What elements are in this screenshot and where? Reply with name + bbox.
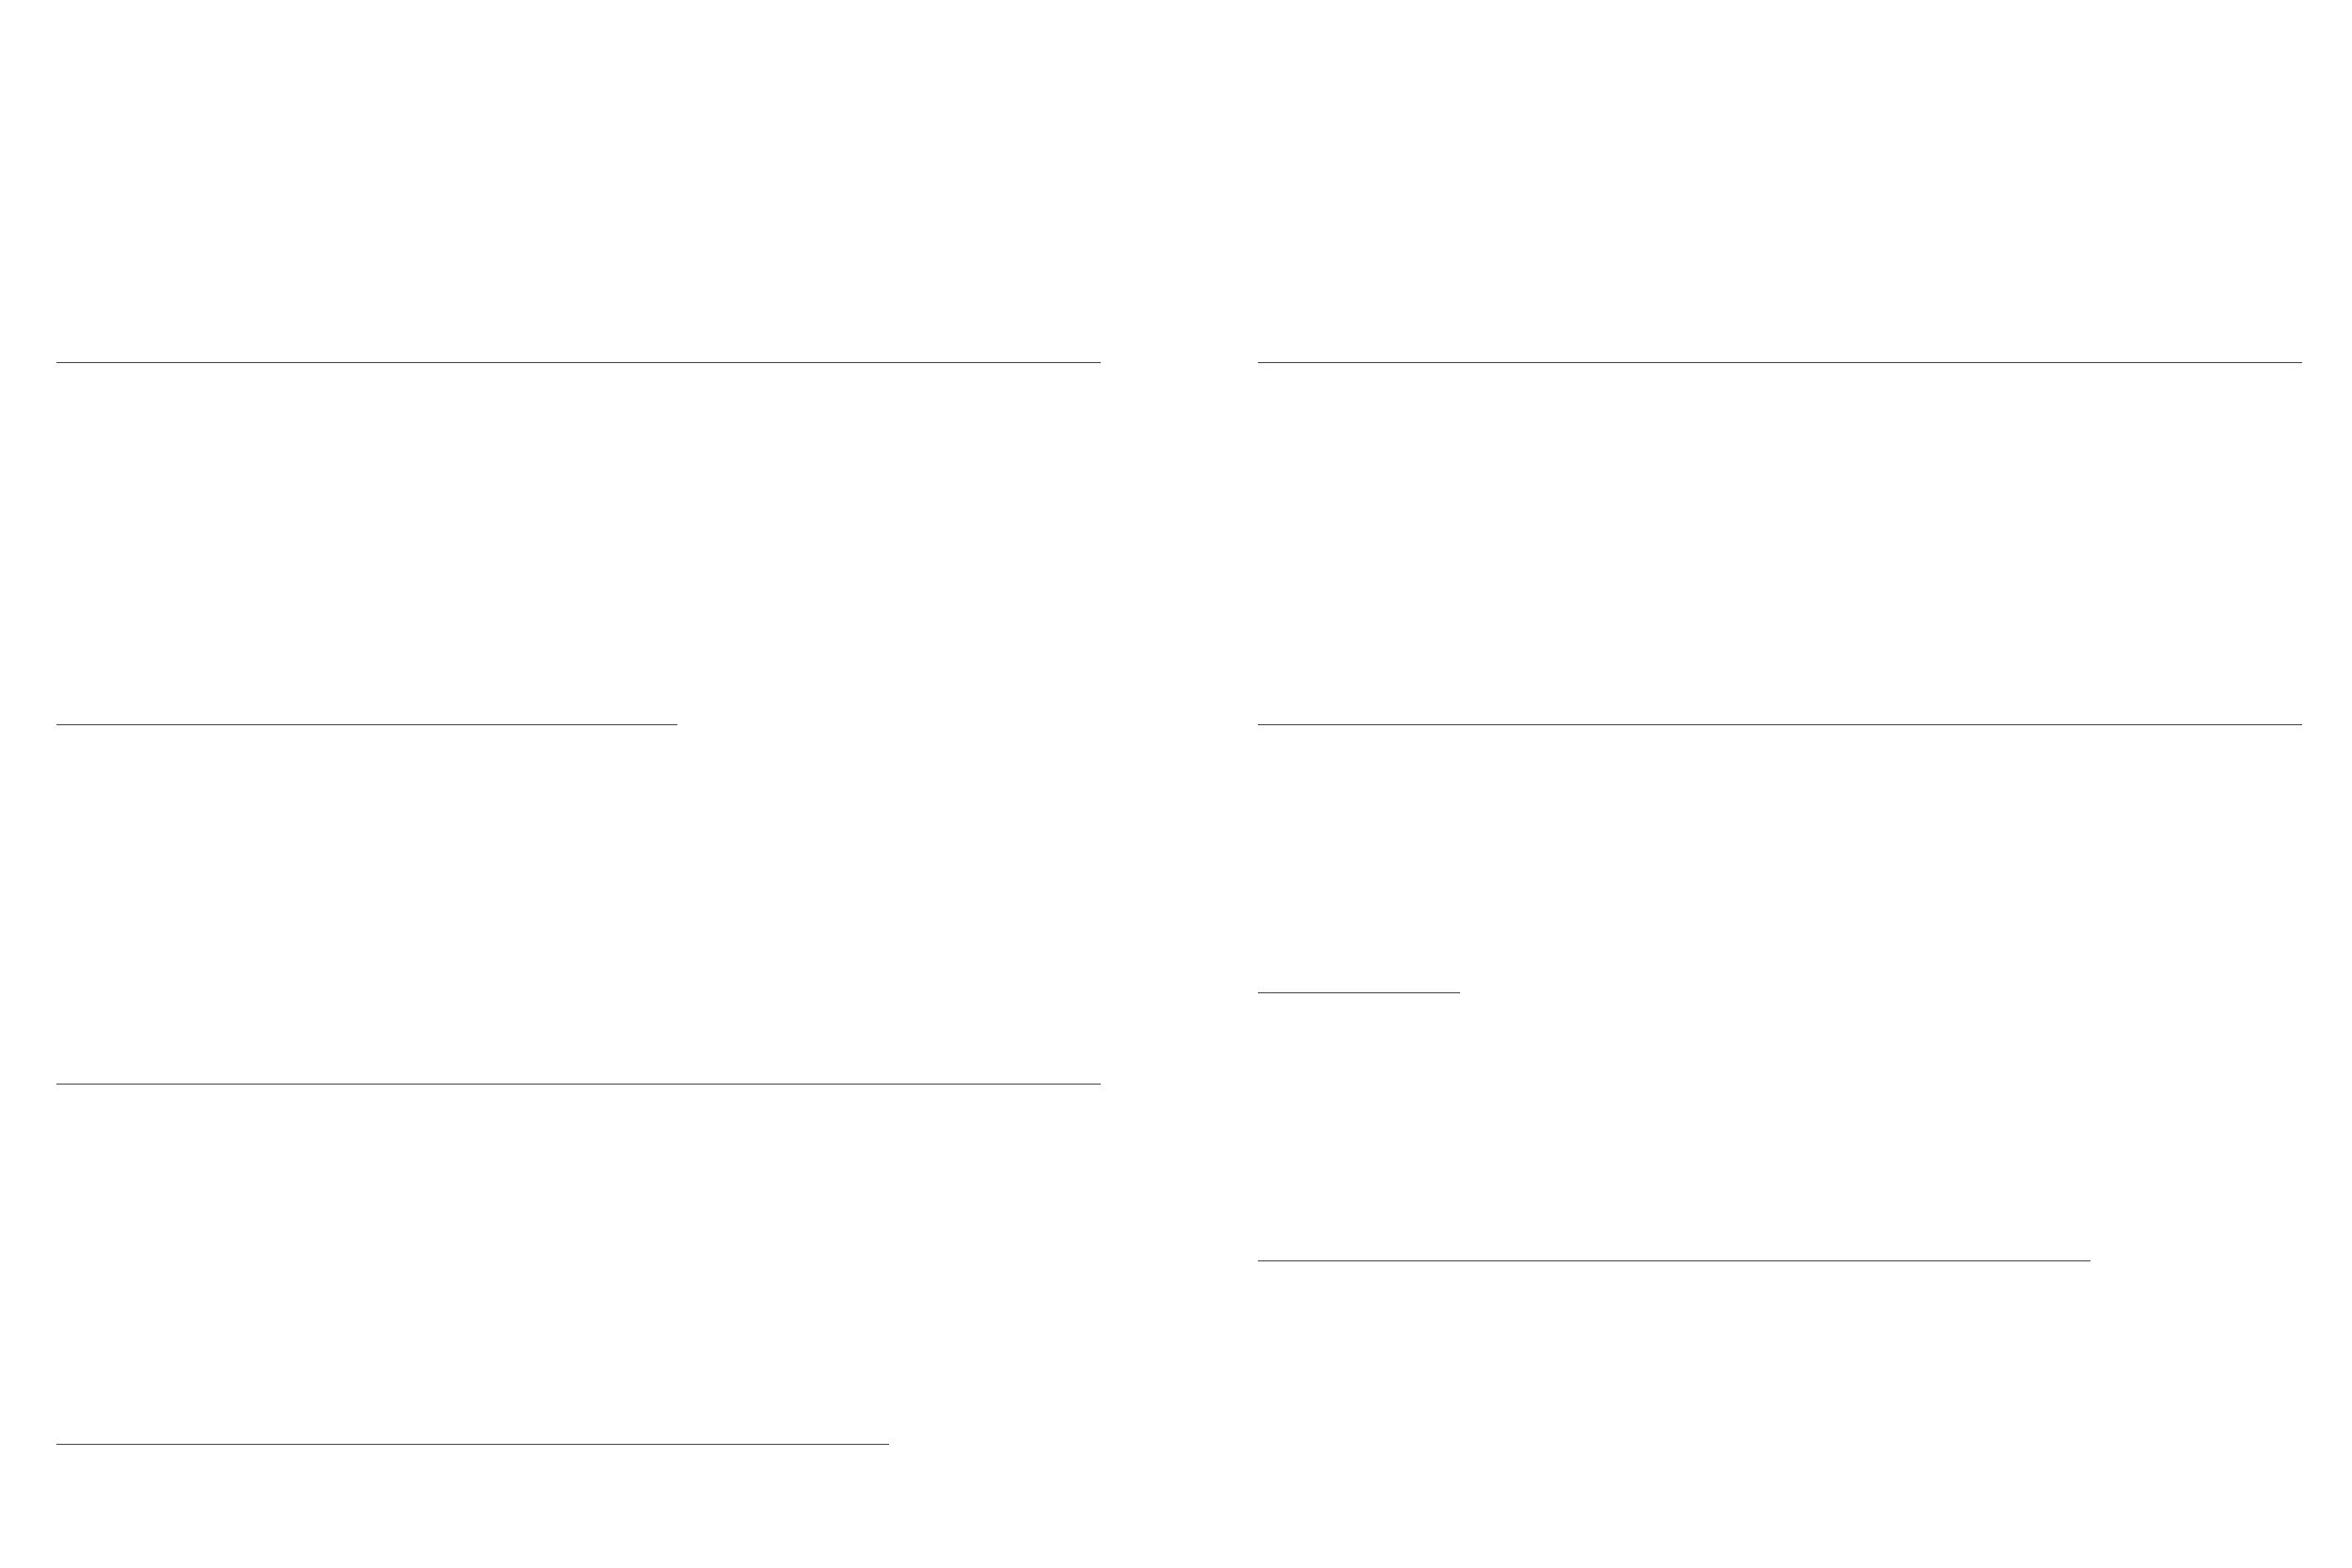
divider bbox=[56, 724, 677, 725]
divider bbox=[56, 1084, 1101, 1085]
divider bbox=[1258, 362, 2302, 363]
divider bbox=[56, 1444, 889, 1445]
divider bbox=[1258, 992, 1460, 993]
divider bbox=[1258, 724, 2302, 725]
divider bbox=[56, 362, 1101, 363]
divider bbox=[1258, 1260, 2090, 1261]
